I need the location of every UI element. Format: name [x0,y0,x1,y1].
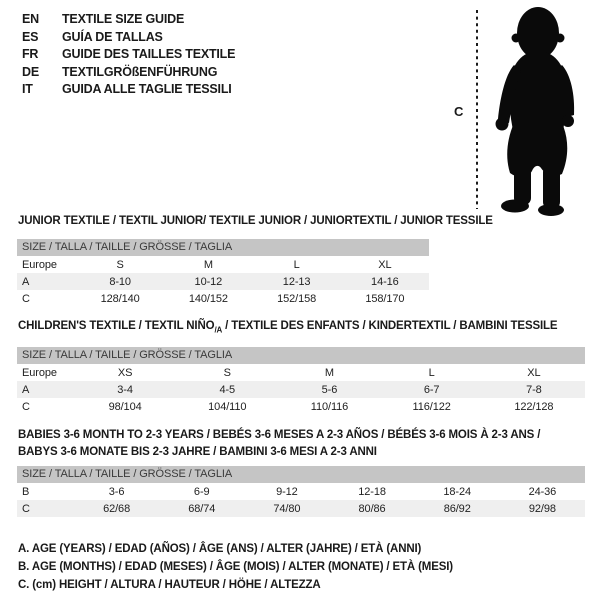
value-cell: 12-13 [282,275,311,288]
guide-title: TEXTILE SIZE GUIDE [62,12,185,26]
row-label-cell: A [22,383,30,396]
value-cell: 104/110 [208,400,247,413]
value-cell: 116/122 [412,400,451,413]
value-cell: 18-24 [443,485,472,498]
title-text: CHILDREN'S TEXTILE / TEXTIL NIÑO [18,320,215,332]
value-cell: 80/86 [358,502,386,515]
value-cell: XL [527,366,541,379]
guide-title: GUIDE DES TAILLES TEXTILE [62,47,236,62]
table-row [17,398,585,415]
size-table [17,483,585,517]
table-row [17,364,585,381]
guide-title: TEXTILGRÖßENFÜHRUNG [62,64,218,79]
table-row [17,500,585,517]
title-text: / TEXTILE DES ENFANTS / KINDERTEXTIL / BAMBINI TESSILE [222,320,558,332]
value-cell: 140/152 [188,292,228,305]
value-cell: M [324,366,334,379]
value-cell: S [116,258,124,271]
value-cell: L [428,366,435,379]
value-cell: 12-18 [358,485,386,498]
title-line: BABIES 3-6 MONTH TO 2-3 YEARS / BEBÉS 3-6 MESES A 2-3 AÑOS / BÉBÉS 3-6 MOIS À 2-3 ANS / [18,429,541,441]
row-label-cell: C [22,292,30,305]
value-cell: 10-12 [194,275,223,288]
value-cell: 14-16 [371,275,399,288]
table-row [17,273,429,290]
value-cell: XL [378,258,392,271]
value-cell: 128/140 [100,292,140,305]
value-cell: 24-36 [528,485,557,498]
junior-table-title: JUNIOR TEXTILE / TEXTIL JUNIOR/ TEXTILE JUNIOR / JUNIORTEXTIL / JUNIOR TESSILE [18,215,493,227]
value-cell: M [203,258,213,271]
value-cell: 6-9 [193,485,210,498]
value-cell: 92/98 [528,502,556,515]
size-header-bar: SIZE / TALLA / TAILLE / GRÖSSE / TAGLIA [17,466,585,483]
value-cell: 98/104 [108,400,142,413]
size-header-bar: SIZE / TALLA / TAILLE / GRÖSSE / TAGLIA [17,239,429,256]
value-cell: 3-6 [108,485,125,498]
toddler-silhouette [448,3,596,217]
title-subscript: /A [214,325,223,335]
table-row [17,256,429,273]
row-label-cell: A [22,275,30,288]
language-code: FR [22,47,39,62]
value-cell: 68/74 [188,502,216,515]
value-cell: 152/158 [277,292,317,305]
babies-size-table [17,466,585,517]
value-cell: 62/68 [103,502,131,515]
value-cell: 5-6 [321,383,338,396]
value-cell: L [293,258,300,271]
value-cell: 4-5 [219,383,236,396]
size-table [17,364,585,415]
row-label-cell: B [22,485,30,498]
table-row [17,381,585,398]
table-row [17,290,429,307]
value-cell: S [223,366,231,379]
language-code: IT [22,82,33,97]
language-code: ES [22,29,39,44]
footnote-age-years: A. AGE (YEARS) / EDAD (AÑOS) / ÂGE (ANS) / ALTER (JAHRE) / ETÀ (ANNI) [18,543,422,555]
value-cell: 74/80 [273,502,301,515]
table-row [17,483,585,500]
value-cell: 122/128 [514,400,554,413]
children-size-table [17,347,585,415]
row-label-cell: C [22,400,30,413]
value-cell: 110/116 [310,400,349,413]
babies-table-title [18,427,540,462]
footnote-height-cm: C. (cm) HEIGHT / ALTURA / HAUTEUR / HÖHE / ALTEZZA [18,579,321,592]
row-label-cell: Europe [22,366,57,379]
guide-title: GUÍA DE TALLAS [62,29,163,44]
list-item [22,81,235,99]
value-cell: 9-12 [276,485,298,498]
size-header-bar: SIZE / TALLA / TAILLE / GRÖSSE / TAGLIA [17,347,585,364]
list-item [22,29,235,47]
value-cell: 7-8 [526,383,542,396]
value-cell: 8-10 [109,275,131,288]
row-label-cell: Europe [22,258,57,271]
children-table-title [18,320,557,334]
value-cell: 3-4 [117,383,133,396]
language-code: EN [22,12,39,26]
title-line: BABYS 3-6 MONATE BIS 2-3 JAHRE / BAMBINI 3-6 MESI A 2-3 ANNI [18,446,377,459]
value-cell: 6-7 [423,383,440,396]
list-item [22,64,235,82]
list-item [22,11,235,29]
legend-footnotes [18,540,453,595]
size-table [17,256,429,307]
guide-title: GUIDA ALLE TAGLIE TESSILI [62,82,232,97]
footnote-age-months: B. AGE (MONTHS) / EDAD (MESES) / ÂGE (MOIS) / ALTER (MONATE) / ETÀ (MESI) [18,561,453,574]
row-label-cell: C [22,502,30,515]
junior-size-table [17,239,429,307]
language-title-list [22,11,235,99]
value-cell: XS [117,366,133,379]
value-cell: 86/92 [443,502,471,515]
height-reference-label: C [454,104,464,119]
language-code: DE [22,64,39,79]
list-item [22,46,235,64]
value-cell: 158/170 [365,292,405,305]
